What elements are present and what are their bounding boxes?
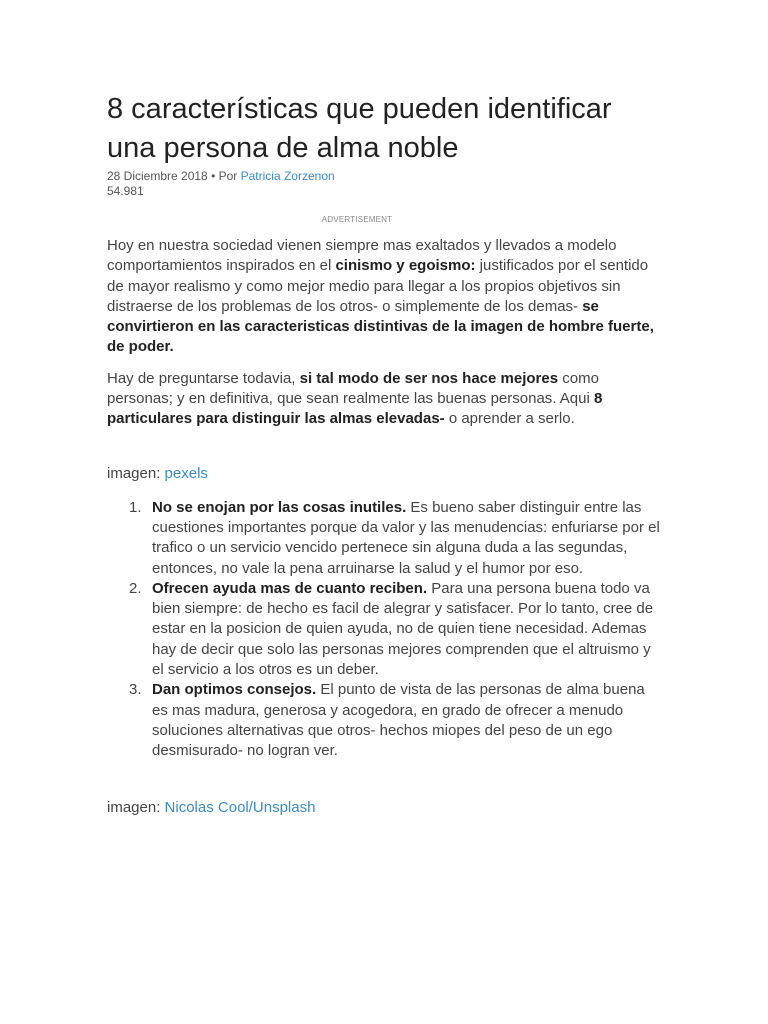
list-number: 3.: [129, 681, 142, 699]
advertisement-label: ADVERTISEMENT: [321, 215, 393, 224]
caption-link-pexels[interactable]: pexels: [164, 464, 208, 482]
second-text-2: como personas; y en definitiva, que sean realmente las buenas personas. Aqui: [107, 369, 599, 408]
list-item-text: Es bueno saber distinguir entre las cuestiones importantes porque da valor y las menudencias: enfuriarse por el trafico o un servicio vencido pertenece sin alguna duda a las segundas, entonces, no vale la pena arruinarse la salud y el humor por eso.: [152, 498, 660, 577]
caption-prefix: imagen:: [107, 798, 165, 816]
caption-prefix: imagen:: [107, 464, 165, 482]
second-text-3: o aprender a serlo.: [444, 410, 575, 428]
characteristics-list: [107, 498, 667, 762]
second-paragraph: [107, 369, 667, 430]
list-item: [107, 498, 662, 579]
list-number: 1.: [129, 498, 142, 516]
list-item-text: Para una persona buena todo va bien siempre: de hecho es facil de alegrar y satisfacer. Por lo tanto, cree de estar en la posicion de quien ayuda, no de quien tiene necesidad. Ademas hay de decir que solo las personas mejores comprenden que el altruismo y el servicio a los otros es un deber.: [152, 579, 654, 679]
intro-text-1: Hoy en nuestra sociedad vienen siempre mas exaltados y llevados a modelo comportamientos inspirados en el: [107, 237, 617, 275]
caption-link-unsplash[interactable]: Nicolas Cool/Unsplash: [164, 798, 316, 816]
intro-bold-1: cinismo y egoismo:: [335, 257, 476, 275]
list-item-heading: No se enojan por las cosas inutiles.: [152, 498, 407, 516]
list-item-text: El punto de vista de las personas de alma buena es mas madura, generosa y acogedora, en grado de ofrecer a menudo soluciones alternativas que otros- hechos miopes del peso de un ego desmisurado- no logran ver.: [152, 681, 645, 760]
list-item: [107, 579, 662, 680]
intro-bold-2: se convirtieron en las caracteristicas distintivas de la imagen de hombre fuerte, de poder.: [107, 297, 654, 356]
author-link[interactable]: Patricia Zorzenon: [240, 169, 335, 183]
intro-text-2: justificados por el sentido de mayor realismo y como mejor medio para llegar a los propios objetivos sin distraerse de los problemas de los otros- o simplemente de los demas-: [107, 257, 649, 315]
list-item-heading: Dan optimos consejos.: [152, 681, 317, 699]
byline-separator: • Por: [207, 169, 241, 183]
article-date: 28 Diciembre 2018: [107, 169, 208, 183]
article-meta: [107, 169, 667, 199]
intro-paragraph: [107, 236, 667, 358]
view-count: 54.981: [107, 184, 144, 198]
second-bold-1: si tal modo de ser nos hace mejores: [299, 369, 559, 387]
second-text-1: Hay de preguntarse todavia,: [107, 369, 300, 387]
image-caption-2: [107, 798, 667, 818]
list-item: [107, 680, 662, 761]
article: [107, 90, 667, 818]
list-item-heading: Ofrecen ayuda mas de cuanto reciben.: [152, 579, 428, 597]
article-title: 8 características que pueden identificar una persona de alma noble: [107, 93, 612, 164]
list-number: 2.: [129, 579, 142, 597]
second-bold-2: 8 particulares para distinguir las almas elevadas-: [107, 390, 603, 428]
image-caption-1: [107, 464, 667, 484]
